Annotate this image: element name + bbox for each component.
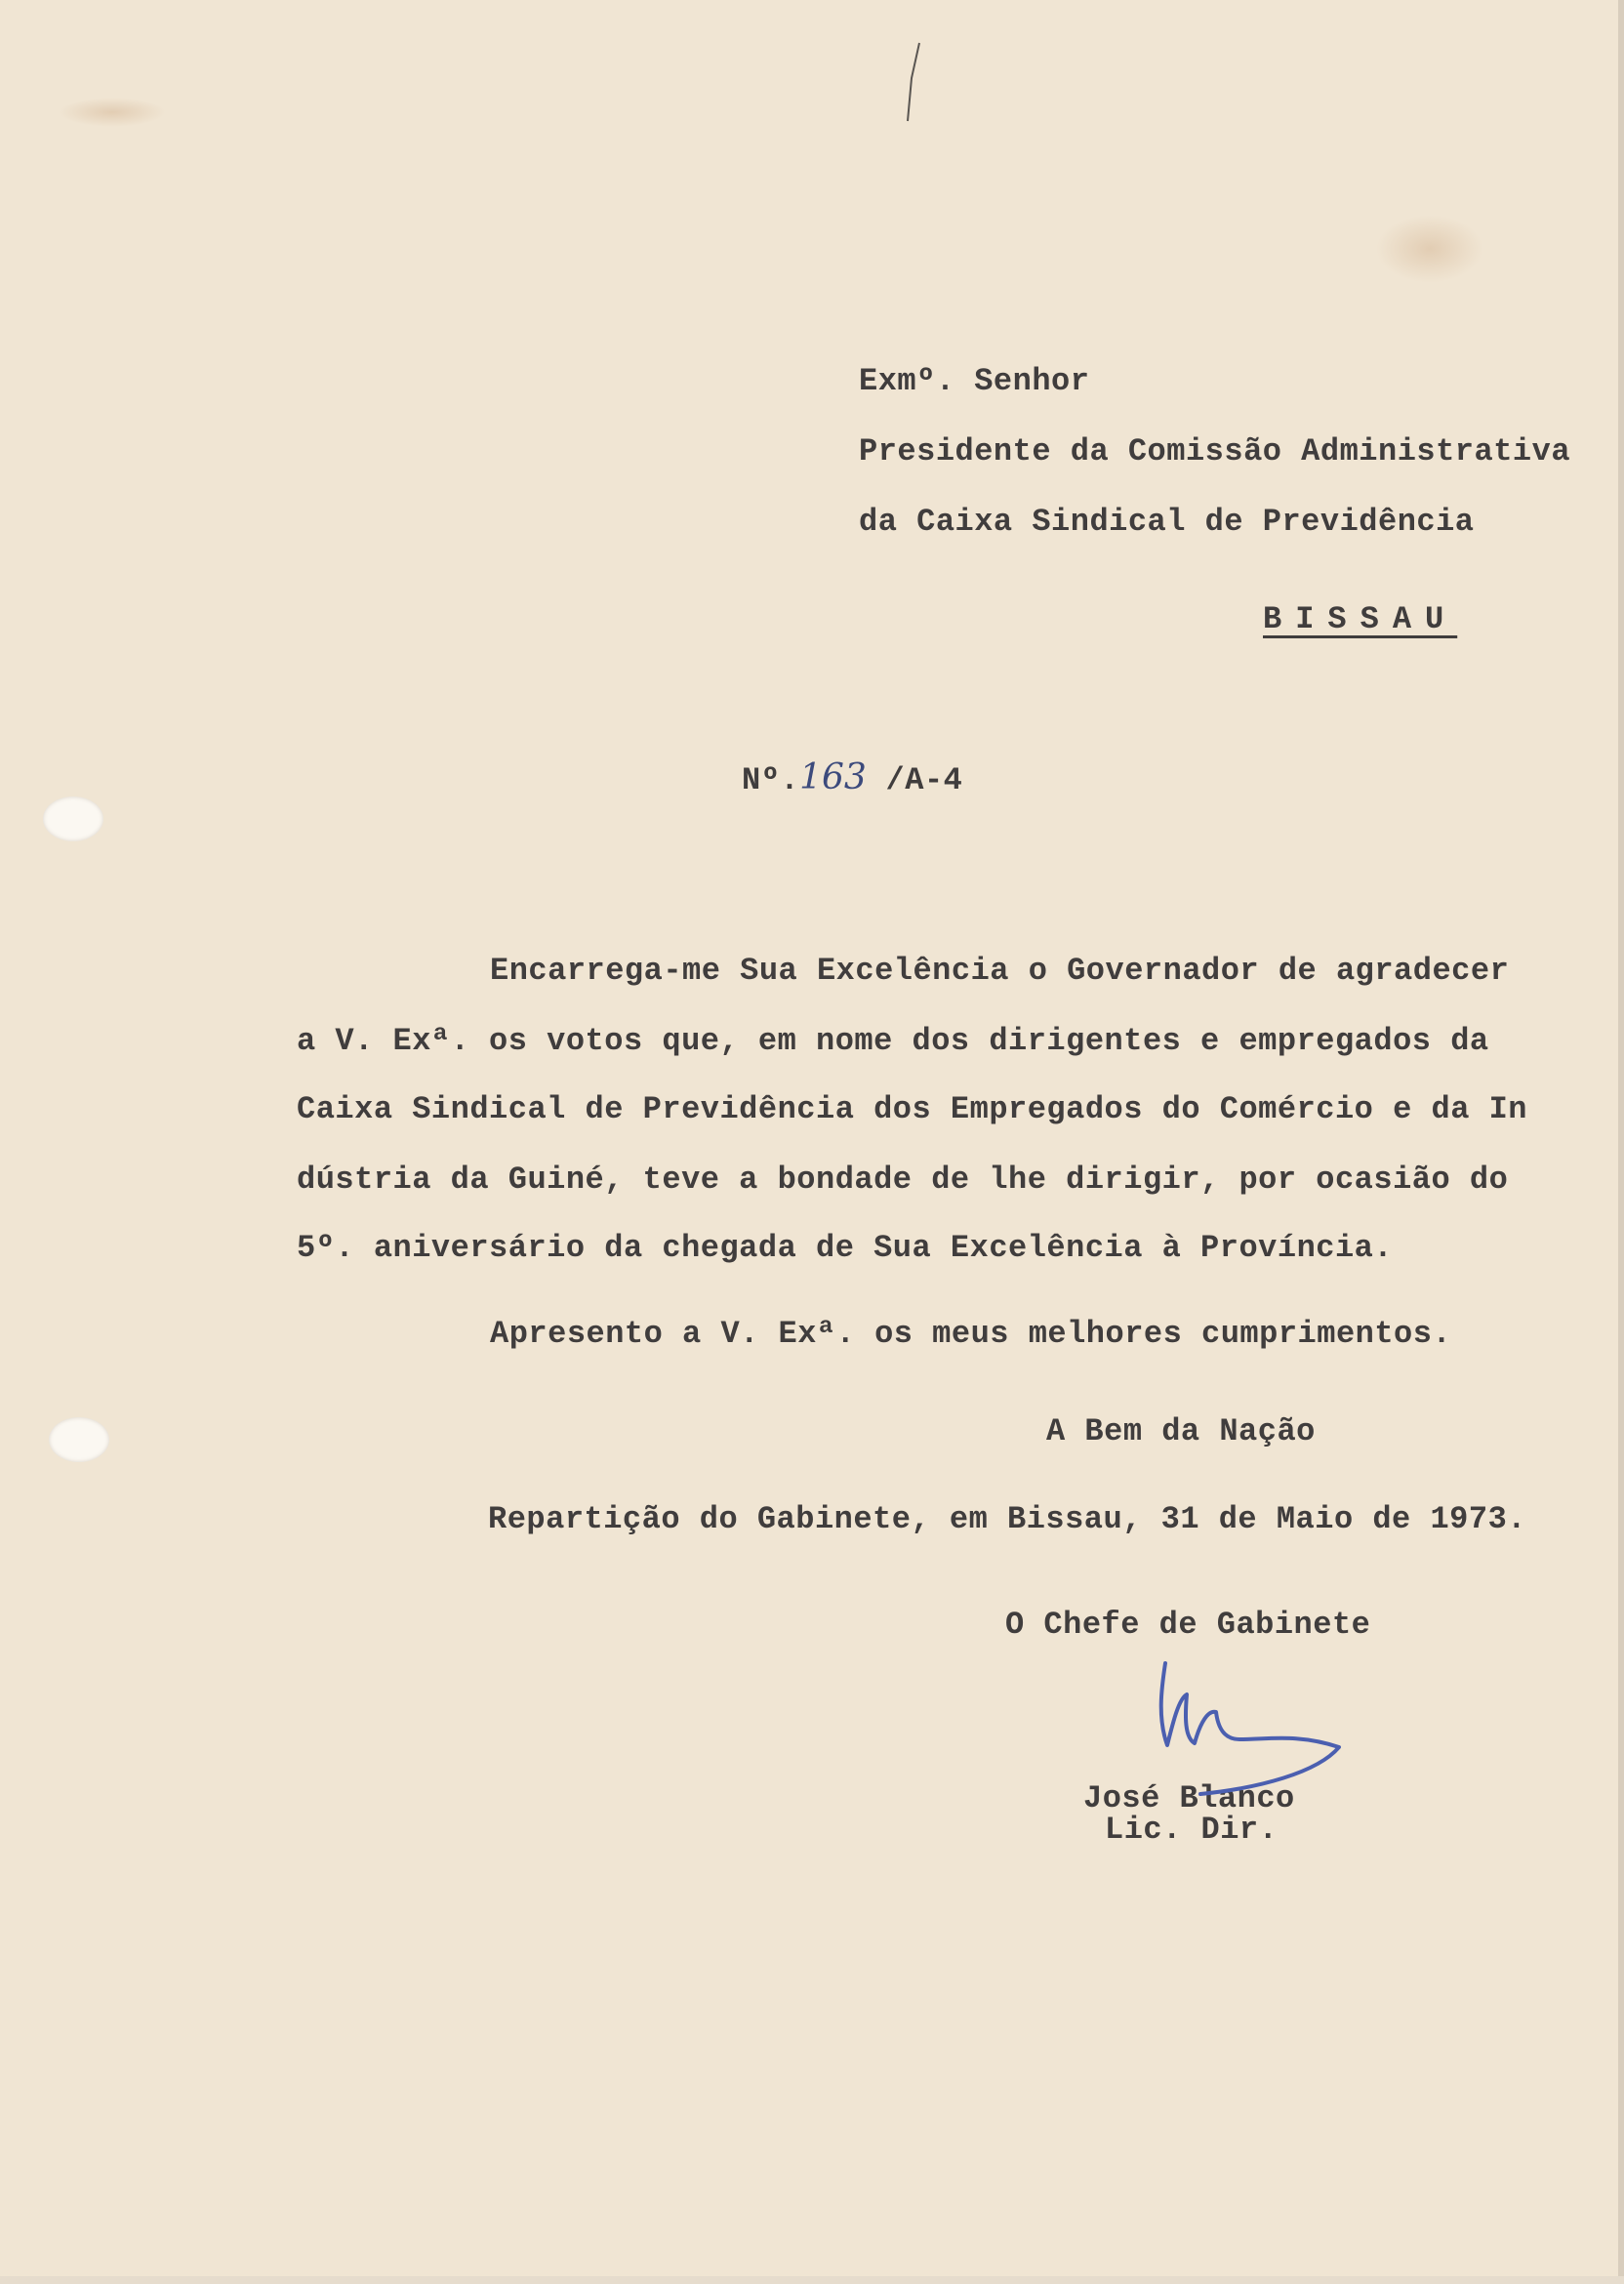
punch-hole-bottom xyxy=(49,1417,109,1462)
paper-stain xyxy=(1376,215,1483,283)
body-line: 5º. aniversário da chegada de Sua Excelência à Província. xyxy=(297,1230,1394,1266)
reference-number xyxy=(742,757,962,798)
closing-line: Apresento a V. Exª. os meus melhores cumprimentos. xyxy=(490,1316,1452,1352)
signer-title: O Chefe de Gabinete xyxy=(1005,1607,1371,1643)
salutation: Exmº. Senhor xyxy=(859,363,1090,399)
body-line: dústria da Guiné, teve a bondade de lhe dirigir, por ocasião do xyxy=(297,1162,1509,1198)
signer-degree: Lic. Dir. xyxy=(1105,1812,1279,1848)
motto: A Bem da Nação xyxy=(1046,1413,1316,1449)
pencil-mark xyxy=(898,39,927,127)
reference-prefix: Nº. xyxy=(742,762,800,798)
body-line: Encarrega-me Sua Excelência o Governador de agradecer xyxy=(490,953,1510,989)
paper-stain xyxy=(59,98,166,127)
signer-name: José Blanco xyxy=(1083,1780,1295,1816)
handwritten-reference-number: 163 xyxy=(799,757,867,797)
addressee-title: Presidente da Comissão Administrativa xyxy=(859,433,1571,469)
addressee-organization: da Caixa Sindical de Previdência xyxy=(859,504,1475,540)
addressee-city: BISSAU xyxy=(1263,601,1458,637)
body-line: Caixa Sindical de Previdência dos Empregados do Comércio e da In xyxy=(297,1091,1527,1127)
paper-edge-right xyxy=(1618,0,1624,2284)
reference-suffix: /A-4 xyxy=(885,762,963,798)
place-date: Repartição do Gabinete, em Bissau, 31 de Maio de 1973. xyxy=(488,1501,1526,1537)
signature-scribble xyxy=(1122,1650,1376,1825)
punch-hole-top xyxy=(43,796,103,841)
body-line: a V. Exª. os votos que, em nome dos dirigentes e empregados da xyxy=(297,1023,1489,1059)
paper-edge-bottom xyxy=(0,2276,1624,2284)
